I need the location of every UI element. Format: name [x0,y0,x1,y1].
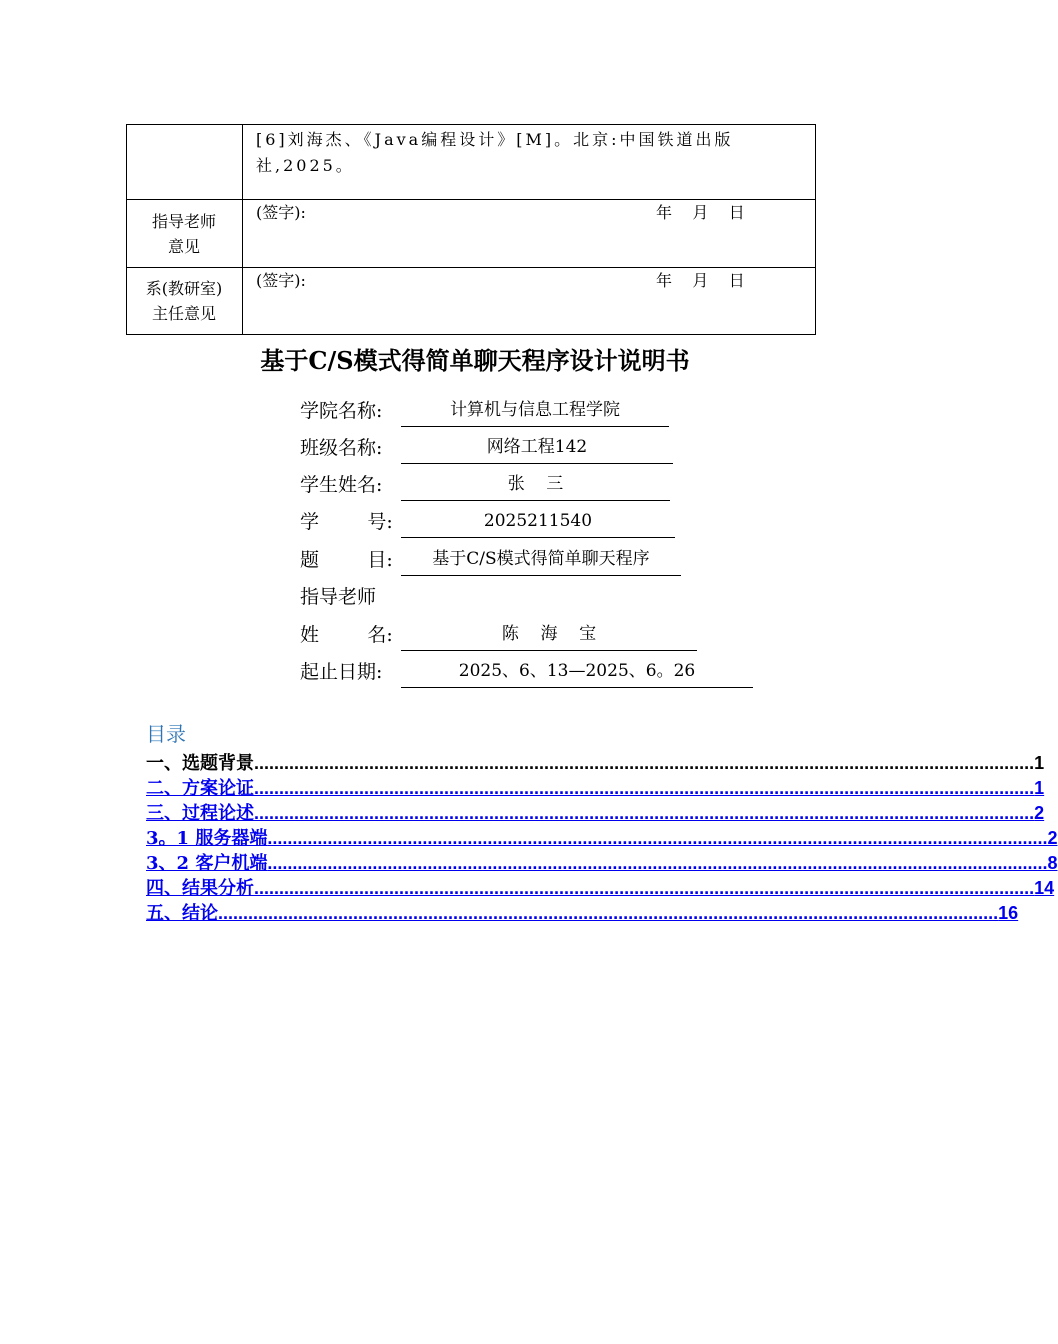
dept-opinion-label: 系(教研室) 主任意见 [145,279,223,323]
dept-sign: (签字): [256,271,306,290]
toc-entry[interactable]: 三、过程论述 ............................................................................................................................................................ 2 [146,803,1045,824]
toc-entry[interactable]: 3。1 服务器端 ............................................................................................................................................................ 2 [146,828,1058,849]
review-table [126,124,816,335]
reference-line-1: [6]刘海杰、《Java编程设计》[M]。北京:中国铁道出版 [256,130,734,149]
toc-entry[interactable]: 五、结论 ............................................................................................................................................................ 16 [146,903,1019,924]
advisor-sign: (签字): [256,203,306,222]
toc-entry[interactable]: 3、2 客户机端 ............................................................................................................................................................ 8 [146,853,1058,874]
toc-entry[interactable]: 四、结果分析 ............................................................................................................................................................ 14 [146,878,1055,899]
reference-line-2: 社,2025。 [256,156,355,175]
document-title: 基于C/S模式得简单聊天程序设计说明书 [260,346,690,375]
toc-title: 目录 [146,722,186,746]
advisor-opinion-label: 指导老师 意见 [151,212,216,256]
advisor-date: 年 月 日 [656,203,745,222]
toc-entry[interactable]: 二、方案论证 ............................................................................................................................................................ 1 [146,778,1045,799]
toc-entry: 一、选题背景 ............................................................................................................................................................ 1 [146,753,1045,774]
dept-date: 年 月 日 [656,271,745,290]
